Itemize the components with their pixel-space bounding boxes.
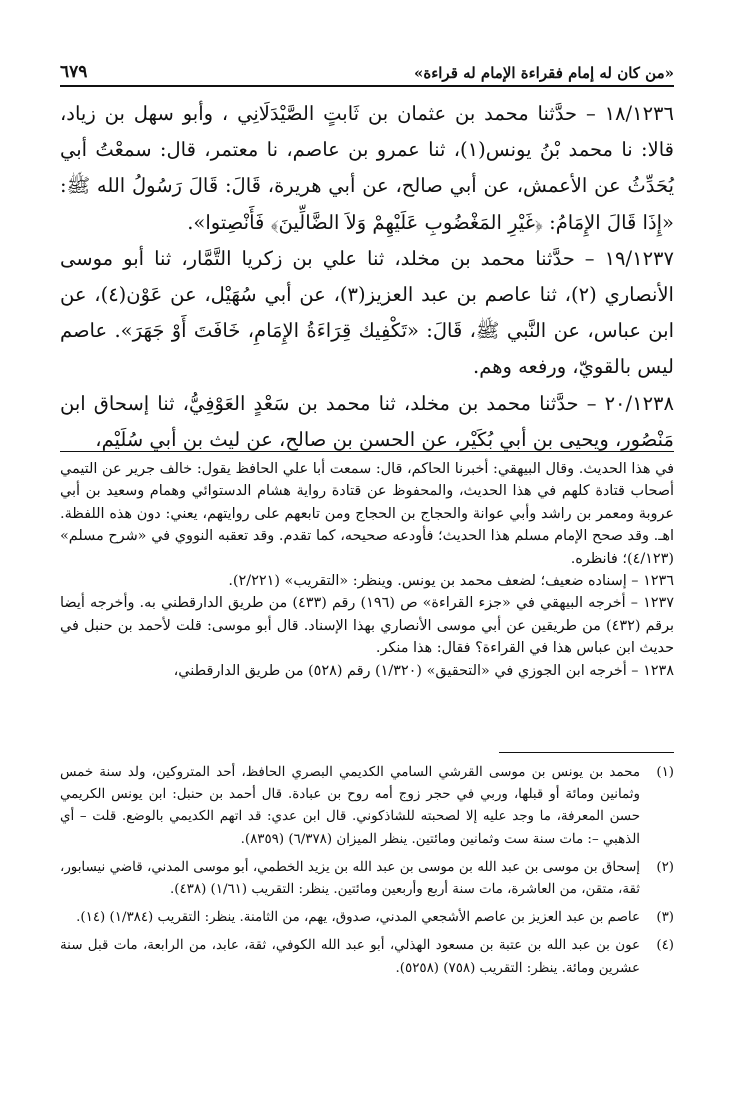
commentary-notes: [60, 458, 674, 682]
footnote-text: عون بن عبد الله بن عتبة بن مسعود الهذلي، أبو عبد الله الكوفي، ثقة، عابد، من الرابعة، مات قبل سنة عشرين ومائة. ينظر: التقريب (٧٥٨) (٥٢٥٨).: [60, 938, 640, 976]
notes-divider: [60, 451, 674, 452]
footnote-item: [60, 907, 674, 929]
footnote-item: [60, 935, 674, 979]
footnote-text: إسحاق بن موسى بن عبد الله بن موسى بن عبد الله بن يزيد الخطمي، أبو موسى المدني، قاضي نيسابور، ثقة، متقن، من العاشرة، مات سنة أربع وأربعين ومائتين. ينظر: التقريب (١/٦١) (٤٣٨).: [60, 859, 640, 898]
footnote-item: [60, 857, 674, 901]
footnote-item: [60, 762, 674, 851]
hadith-paragraph: ١٩/١٢٣٧ – حدَّثنا محمد بن مخلد، ثنا علي بن زكريا التَّمَّار، ثنا أبو موسى الأنصاري (٢)، ثنا عاصم بن عبد العزيز(٣)، عن أبي سُهَيْل، عن عَوْن(٤)، عن ابن عباس، عن النَّبي ﷺ، قَالَ: «تَكْفِيك قِرَاءَةُ الإِمَامِ، خَافَتَ أَوْ جَهَرَ». عاصم ليس بالقويّ، ورفعه وهم.: [60, 246, 674, 379]
footnote-text: محمد بن يونس بن موسى القرشي السامي الكديمي البصري الحافظ، أحد المتروكين، ولد سنة خمس وثمانين ومائة أو قبلها، وربي في حجر زوج أمه روح بن عبادة. قال أحمد بن حنبل: ابن يونس الكريمي حسن المعرفة، ما وجد عليه إلا لصحبته للشاذكوني. قال ابن عدي: قد اتهم الكديمي بالوضع. قلت – أي الذهبي –: مات سنة ست وثمانين ومائتين. ينظر الميزان (٦/٣٧٨) (٨٣٥٩).: [60, 765, 640, 847]
page-number: ٦٧٩: [60, 62, 88, 82]
hadith-paragraph: ١٨/١٢٣٦ – حدَّثنا محمد بن عثمان بن ثَابتٍ الصَّيْدَلَانِي ، وأبو سهل بن زياد، قالا: نا محمد بْنُ يونس(١)، ثنا عمرو بن عاصم، نا معتمر، قال: سمعْتُ أبي يُحَدِّثُ عن الأعمش، عن أبي صالح، عن أبي هريرة، قَالَ: قَالَ رَسُولُ الله ﷺ: «إِذَا قَالَ الإِمَامُ: ﴿غَيْرِ المَغْضُوبِ عَلَيْهِمْ وَلاَ الضَّالِّينَ﴾ فَأَنْصِتوا».: [60, 102, 674, 234]
footnote-text: عاصم بن عبد العزيز بن عاصم الأشجعي المدني، صدوق، يهم، من الثامنة. ينظر: التقريب (١/٣٨٤) (١٤).: [76, 910, 640, 926]
note-paragraph: ١٢٣٧ – أخرجه البيهقي في «جزء القراءة» ص (١٩٦) رقم (٤٣٣) من طريق الدارقطني به. وأخرجه أيضا برقم (٤٣٢) من طريقين عن أبي موسى الأنصاري بهذا الإسناد. قال أبو موسى: قلت لأحمد بن حنبل في حديث ابن عباس هذا في القراءة؟ فقال: هذا منكر.: [60, 595, 675, 657]
main-text: [60, 96, 674, 458]
running-header: [60, 50, 674, 87]
footnote-number: (٣): [656, 910, 674, 926]
footnote-number: (١): [656, 765, 674, 780]
footnotes: [60, 762, 674, 986]
footnote-divider: [499, 752, 674, 753]
note-paragraph: ١٢٣٦ – إسناده ضعيف؛ لضعف محمد بن يونس. وينظر: «التقريب» (٢/٢٢١).: [228, 573, 674, 590]
chapter-title: «من كان له إمام فقراءة الإمام له قراءة»: [413, 64, 674, 82]
hadith-paragraph: ٢٠/١٢٣٨ – حدَّثنا محمد بن مخلد، ثنا محمد بن سَعْدٍ العَوْفِيُّ، ثنا إسحاق ابن مَنْصُور، ويحيى بن أبي بُكَيْر، عن الحسن بن صالح، عن ليث بن أبي سُلَيْم،: [60, 391, 674, 451]
footnote-number: (٢): [656, 859, 674, 875]
note-paragraph: في هذا الحديث. وقال البيهقي: أخبرنا الحاكم، قال: سمعت أبا علي الحافظ يقول: خالف جرير عن التيمي أصحاب قتادة كلهم في هذا الحديث، والمحفوظ عن قتادة رواية هشام الدستوائي وهمام وسعيد بن أبي عروبة ومعمر بن راشد وأبي عوانة والحجاج بن الحجاج ومن تابعهم على روايتهم، يعني: دون هذه اللفظة. اهـ. وقد صحح الإمام مسلم هذا الحديث؛ فأودعه صحيحه، كما تقدم. وقد تعقبه النووي في «شرح مسلم» (٤/١٢٣)؛ فانظره.: [60, 461, 674, 567]
footnote-number: (٤): [656, 938, 674, 954]
note-paragraph: ١٢٣٨ – أخرجه ابن الجوزي في «التحقيق» (١/٣٢٠) رقم (٥٢٨) من طريق الدارقطني،: [173, 662, 674, 679]
